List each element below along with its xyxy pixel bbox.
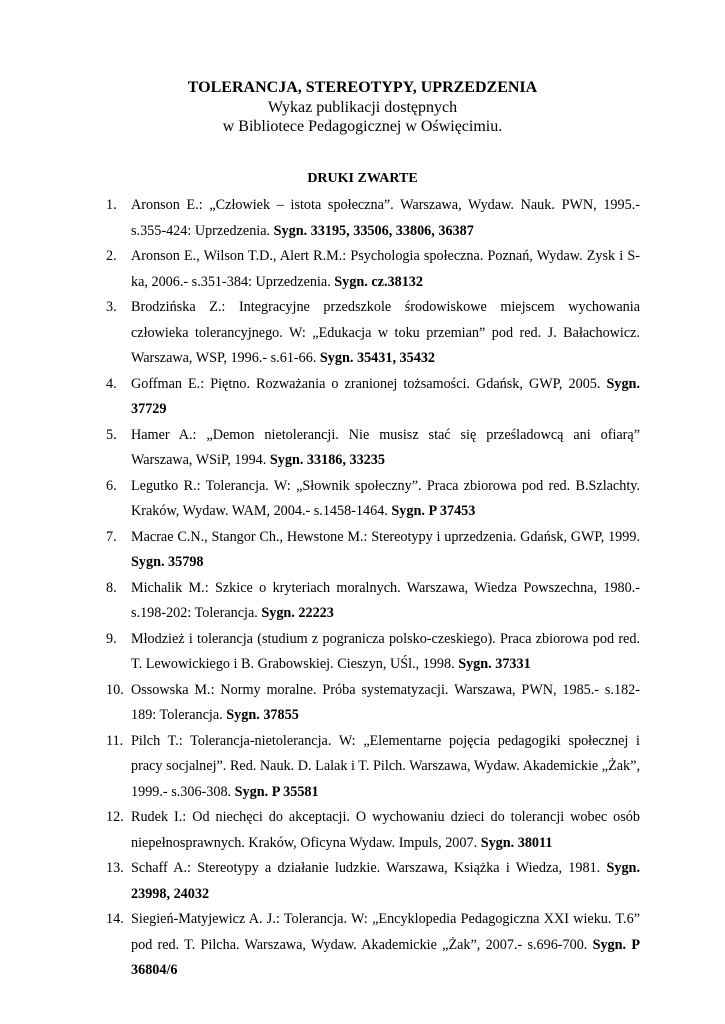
entry-text: Legutko R.: Tolerancja. W: „Słownik społeczny”. Praca zbiorowa pod red. B.Szlachty. Kraków, Wydaw. WAM, 2004.- s.1458-1464.: [131, 477, 640, 519]
entry-call-number: Sygn. 23998, 24032: [131, 860, 640, 902]
entry-call-number: Sygn. cz.38132: [334, 273, 423, 290]
entry-text: Goffman E.: Piętno. Rozważania o zranionej tożsamości. Gdańsk, GWP, 2005.: [131, 375, 607, 392]
entry-text: Michalik M.: Szkice o kryteriach moralnych. Warszawa, Wiedza Powszechna, 1980.- s.198-202: Tolerancja.: [131, 579, 640, 621]
document-subtitle-line-1: Wykaz publikacji dostępnych: [267, 99, 458, 116]
entry-text: Aronson E.: „Człowiek – istota społeczna”. Warszawa, Wydaw. Nauk. PWN, 1995.- s.355-424: Uprzedzenia.: [131, 197, 640, 239]
entry-number: 6.: [106, 477, 117, 494]
section-title: DRUKI ZWARTE: [307, 171, 418, 186]
list-item: [106, 576, 640, 627]
list-item: [106, 525, 640, 576]
entry-text: Pilch T.: Tolerancja-nietolerancja. W: „Elementarne pojęcia pedagogiki społecznej i pracy socjalnej”. Red. Nauk. D. Lalak i T. Pilch. Warszawa, Wydaw. Akademickie „Żak”, 1999.- s.306-308.: [131, 732, 640, 800]
document-header: [0, 78, 725, 136]
entry-number: 7.: [106, 528, 117, 545]
entry-call-number: Sygn. 33186, 33235: [269, 452, 385, 468]
list-item: [106, 627, 640, 678]
list-item: [106, 372, 640, 423]
entry-number: 3.: [106, 299, 117, 315]
entry-text: Macrae C.N., Stangor Ch., Hewstone M.: Stereotypy i uprzedzenia. Gdańsk, GWP, 1999.: [131, 528, 640, 545]
entry-call-number: Sygn. 37729: [131, 375, 640, 417]
list-item: [106, 805, 640, 856]
entry-number: 11.: [106, 732, 124, 749]
entry-number: 13.: [106, 860, 124, 876]
entry-number: 4.: [106, 375, 117, 392]
list-item: [106, 729, 640, 806]
entry-call-number: Sygn. P 35581: [234, 783, 319, 800]
list-item: [106, 678, 640, 729]
list-item: [106, 423, 640, 474]
entry-text: Brodzińska Z.: Integracyjne przedszkole środowiskowe miejscem wychowania człowieka tolerancyjnego. W: „Edukacja w toku przemian” pod red. J. Bałachowicz. Warszawa, WSP, 1996.- s.61-66.: [131, 299, 640, 366]
entry-call-number: Sygn. 35798: [131, 554, 204, 570]
entry-number: 2.: [106, 248, 117, 264]
entry-number: 10.: [106, 681, 124, 698]
list-item: [106, 193, 640, 244]
document-subtitle-line-2: w Bibliotece Pedagogicznej w Oświęcimiu.: [222, 118, 503, 135]
entry-call-number: Sygn. 22223: [261, 605, 334, 621]
entry-number: 5.: [106, 426, 117, 443]
document-title: TOLERANCJA, STEREOTYPY, UPRZEDZENIA: [187, 79, 538, 96]
entry-text: Schaff A.: Stereotypy a działanie ludzkie. Warszawa, Książka i Wiedza, 1981.: [131, 860, 607, 876]
entry-number: 14.: [106, 911, 124, 927]
entry-number: 12.: [106, 809, 124, 825]
entry-call-number: Sygn. 37331: [458, 656, 531, 672]
entry-text: Rudek I.: Od niechęci do akceptacji. O wychowaniu dzieci do tolerancji wobec osób niepełnosprawnych. Kraków, Oficyna Wydaw. Impuls, 2007.: [131, 809, 640, 851]
entry-call-number: Sygn. P 36804/6: [131, 936, 640, 978]
entry-call-number: Sygn. 33195, 33506, 33806, 36387: [273, 222, 474, 239]
entry-number: 1.: [106, 197, 117, 213]
entry-text: Ossowska M.: Normy moralne. Próba systematyzacji. Warszawa, PWN, 1985.- s.182-189: Tolerancja.: [131, 681, 640, 723]
publication-list: [106, 193, 640, 984]
entry-call-number: Sygn. P 37453: [391, 503, 476, 519]
list-item: [106, 244, 640, 295]
list-item: [106, 295, 640, 372]
entry-call-number: Sygn. 37855: [226, 707, 299, 723]
entry-number: 8.: [106, 579, 117, 596]
entry-text: Siegień-Matyjewicz A. J.: Tolerancja. W: „Encyklopedia Pedagogiczna XXI wieku. T.6” pod red. T. Pilcha. Warszawa, Wydaw. Akademickie „Żak”, 2007.- s.696-700.: [131, 911, 640, 953]
list-item: [106, 856, 640, 907]
list-item: [106, 474, 640, 525]
entry-call-number: Sygn. 35431, 35432: [319, 350, 436, 366]
entry-call-number: Sygn. 38011: [480, 834, 553, 851]
entry-text: Aronson E., Wilson T.D., Alert R.M.: Psychologia społeczna. Poznań, Wydaw. Zysk i S-ka, 2006.- s.351-384: Uprzedzenia.: [131, 248, 640, 290]
entry-number: 9.: [106, 630, 117, 647]
entry-text: Młodzież i tolerancja (studium z pogranicza polsko-czeskiego). Praca zbiorowa pod red. T. Lewowickiego i B. Grabowskiej. Cieszyn, UŚl., 1998.: [131, 630, 640, 672]
list-item: [106, 907, 640, 984]
entry-text: Hamer A.: „Demon nietolerancji. Nie musisz stać się prześladowcą ani ofiarą” Warszawa, WSiP, 1994.: [131, 426, 640, 468]
